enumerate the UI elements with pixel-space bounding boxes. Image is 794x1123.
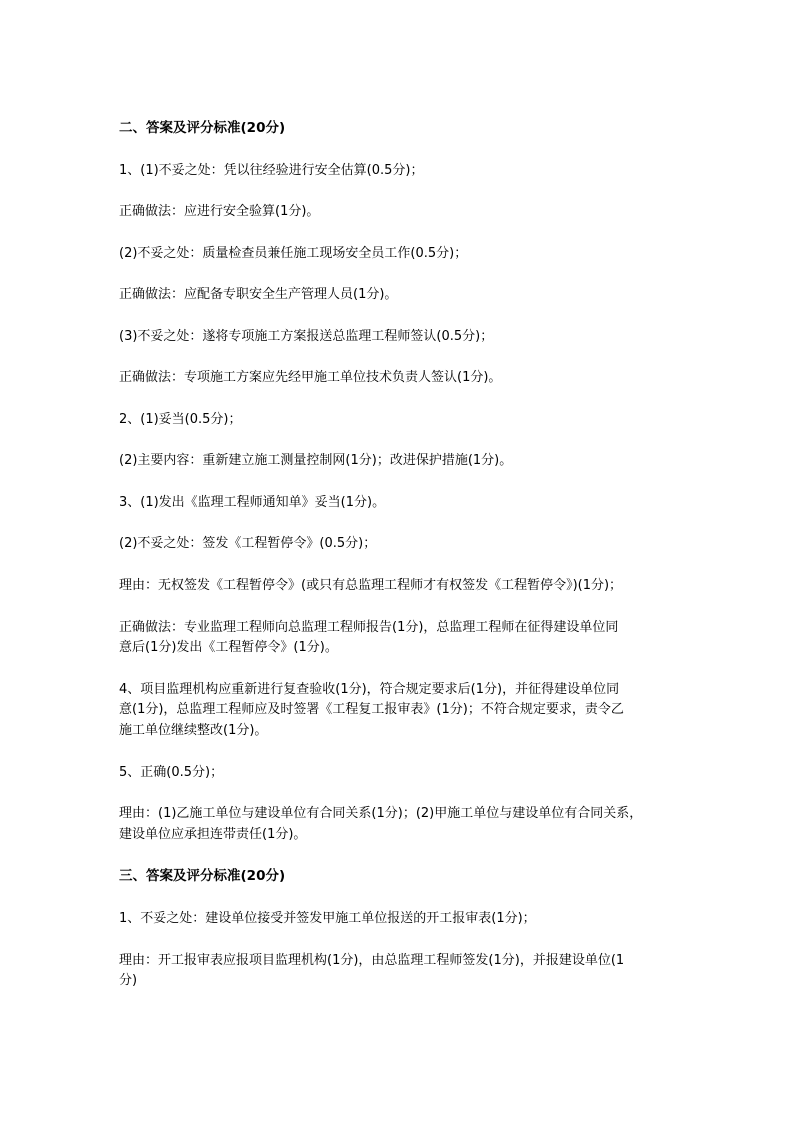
answer-line: 正确做法：应进行安全验算(1分)。 (119, 204, 320, 219)
answer-line: 5、正确(0.5分)； (119, 765, 224, 780)
answer-line: (3)不妥之处：遂将专项施工方案报送总监理工程师签认(0.5分)； (119, 329, 494, 344)
answer-line: 1、不妥之处：建设单位接受并签发甲施工单位报送的开工报审表(1分)； (119, 911, 536, 926)
section-heading-2: 二、答案及评分标准(20分) (119, 120, 286, 136)
answer-line: 3、(1)发出《监理工程师通知单》妥当(1分)。 (119, 495, 386, 510)
answer-line: 施工单位继续整改(1分)。 (119, 723, 268, 738)
answer-line: 正确做法：专项施工方案应先经甲施工单位技术负责人签认(1分)。 (119, 370, 502, 385)
answer-line: (2)主要内容：重新建立施工测量控制网(1分)；改进保护措施(1分)。 (119, 453, 513, 468)
answer-line: 理由：开工报审表应报项目监理机构(1分)，由总监理工程师签发(1分)，并报建设单位(1 (119, 953, 625, 968)
answer-line: 意后(1分)发出《工程暂停令》(1分)。 (119, 640, 338, 655)
answer-line: 理由：(1)乙施工单位与建设单位有合同关系(1分)；(2)甲施工单位与建设单位有合同关系， (119, 806, 643, 821)
answer-line: 1、(1)不妥之处：凭以往经验进行安全估算(0.5分)； (119, 163, 424, 178)
section-heading-3: 三、答案及评分标准(20分) (119, 868, 286, 884)
answer-line: (2)不妥之处：质量检查员兼任施工现场安全员工作(0.5分)； (119, 246, 468, 261)
answer-line: (2)不妥之处：签发《工程暂停令》(0.5分)； (119, 536, 377, 551)
answer-line: 2、(1)妥当(0.5分)； (119, 412, 242, 427)
answer-line: 正确做法：专业监理工程师向总监理工程师报告(1分)，总监理工程师在征得建设单位同 (119, 620, 619, 635)
answer-line: 4、项目监理机构应重新进行复查验收(1分)，符合规定要求后(1分)，并征得建设单位同 (119, 682, 620, 697)
answer-line: 正确做法：应配备专职安全生产管理人员(1分)。 (119, 287, 398, 302)
answer-line: 建设单位应承担连带责任(1分)。 (119, 827, 307, 842)
answer-line: 理由：无权签发《工程暂停令》(或只有总监理工程师才有权签发《工程暂停令》)(1分)； (119, 578, 623, 593)
answer-line: 分) (119, 973, 138, 988)
answer-line: 意(1分)，总监理工程师应及时签署《工程复工报审表》(1分)；不符合规定要求，责令乙 (119, 702, 624, 717)
